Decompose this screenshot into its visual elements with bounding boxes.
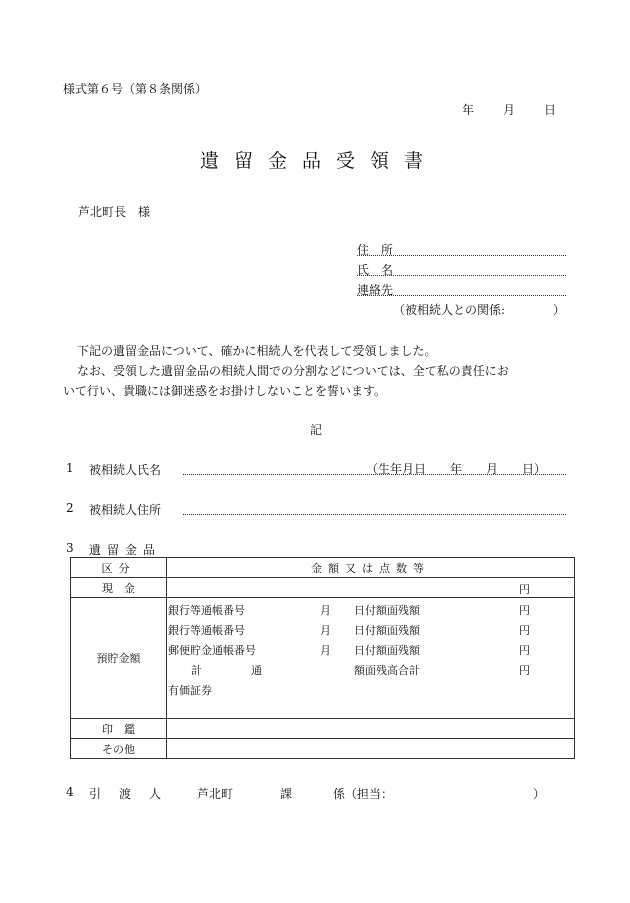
table-row-seal bbox=[71, 719, 575, 739]
item-1-label: 被相続人氏名 bbox=[89, 463, 162, 477]
other-label: その他 bbox=[71, 739, 167, 759]
post-label: 郵便貯金通帳番号 bbox=[168, 643, 256, 657]
bank-1-label: 銀行等通帳番号 bbox=[168, 603, 245, 617]
securities-label: 有価証券 bbox=[168, 683, 212, 697]
name-label: 氏 名 bbox=[357, 263, 394, 277]
savings-detail bbox=[167, 598, 575, 719]
item-3-label: 遺留金品 bbox=[89, 543, 162, 557]
bank-1-month: 月 bbox=[320, 603, 331, 617]
contact-label: 連絡先 bbox=[357, 283, 394, 297]
item-4-section: 課 bbox=[280, 787, 293, 801]
item-1-birthdate: （生年月日 年 月 日） bbox=[366, 462, 547, 476]
seal-value bbox=[167, 719, 575, 739]
item-2-label: 被相続人住所 bbox=[89, 503, 162, 517]
form-number: 様式第６号（第８条関係） bbox=[63, 82, 208, 96]
body-line-1: 下記の遺留金品について、確かに相続人を代表して受領しました。 bbox=[77, 344, 437, 358]
post-month: 月 bbox=[320, 643, 331, 657]
post-yen: 円 bbox=[519, 643, 530, 657]
item-3-number: 3 bbox=[66, 541, 74, 555]
other-value bbox=[167, 739, 575, 759]
item-2-number: 2 bbox=[66, 501, 74, 515]
address-label: 住 所 bbox=[357, 243, 394, 257]
item-4-number: 4 bbox=[66, 785, 74, 799]
post-balance: 日付額面残額 bbox=[354, 643, 420, 657]
header-amount: 金額又は点数等 bbox=[167, 558, 575, 578]
cash-value bbox=[167, 578, 575, 598]
body-line-3: いて行い、貴職には御迷惑をお掛けしないことを誓います。 bbox=[63, 384, 387, 398]
bank-2-month: 月 bbox=[320, 623, 331, 637]
bank-1-balance: 日付額面残額 bbox=[354, 603, 420, 617]
item-4-staff: 係（担当： bbox=[333, 787, 394, 801]
relation-text: （被相続人との関係: ） bbox=[393, 303, 566, 317]
total-left: 計 bbox=[191, 663, 202, 677]
bank-2-yen: 円 bbox=[519, 623, 530, 637]
total-balance: 額面残高合計 bbox=[354, 663, 420, 677]
body-line-2: なお、受領した遺留金品の相続人間での分割などについては、全て私の責任にお bbox=[77, 364, 509, 378]
items-table bbox=[70, 557, 575, 759]
header-category: 区分 bbox=[71, 558, 167, 578]
item-4-label: 引渡人 bbox=[89, 787, 180, 801]
date-month: 月 bbox=[503, 103, 516, 117]
table-row-other bbox=[71, 739, 575, 759]
item-1-number: 1 bbox=[66, 461, 74, 475]
date-day: 日 bbox=[544, 103, 557, 117]
savings-label: 預貯金額 bbox=[71, 598, 167, 719]
cash-yen: 円 bbox=[519, 582, 530, 596]
bank-2-label: 銀行等通帳番号 bbox=[168, 623, 245, 637]
table-row-cash bbox=[71, 578, 575, 598]
table-row-savings bbox=[71, 598, 575, 719]
cash-label: 現 金 bbox=[71, 578, 167, 598]
item-4-town: 芦北町 bbox=[197, 787, 234, 801]
date-year: 年 bbox=[462, 103, 475, 117]
item-4-close: ） bbox=[533, 787, 546, 801]
page-title: 遺留金品受領書 bbox=[200, 150, 439, 172]
name-line bbox=[357, 275, 566, 276]
ki-mark: 記 bbox=[310, 423, 323, 437]
item-2-line bbox=[183, 514, 566, 515]
seal-label: 印 鑑 bbox=[71, 719, 167, 739]
total-right: 通 bbox=[251, 663, 262, 677]
total-yen: 円 bbox=[519, 663, 530, 677]
addressee: 芦北町長 様 bbox=[78, 205, 151, 219]
bank-1-yen: 円 bbox=[519, 603, 530, 617]
address-line bbox=[357, 255, 566, 256]
contact-line bbox=[357, 295, 566, 296]
bank-2-balance: 日付額面残額 bbox=[354, 623, 420, 637]
table-header-row bbox=[71, 558, 575, 578]
